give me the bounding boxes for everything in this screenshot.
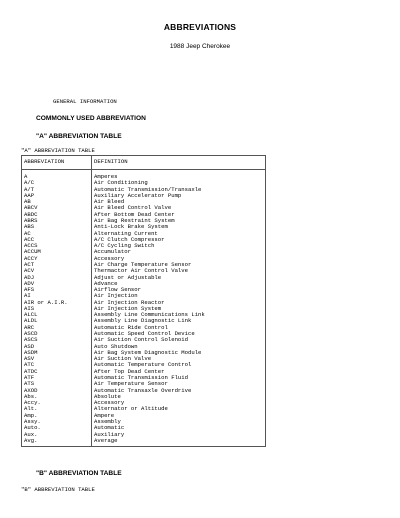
abbreviation-cell: ADJ — [22, 275, 92, 281]
definition-cell: Auxiliary — [92, 432, 266, 438]
definition-cell: A/C Cycling Switch — [92, 243, 266, 249]
table-a-caption: "A" ABBREVIATION TABLE — [21, 147, 95, 154]
abbreviation-cell: ASCS — [22, 337, 92, 343]
abbreviation-table-a — [21, 155, 266, 447]
definition-cell: A/C Clutch Compressor — [92, 237, 266, 243]
abbreviation-cell: AFS — [22, 287, 92, 293]
definition-cell: Air Injection — [92, 293, 266, 299]
definition-cell: Auxiliary Accelerator Pump — [92, 193, 266, 199]
abbreviation-cell: ASDM — [22, 350, 92, 356]
abbreviation-cell: ABDC — [22, 212, 92, 218]
abbreviation-cell: ASCD — [22, 331, 92, 337]
table-body — [22, 170, 266, 447]
definition-cell: Assembly — [92, 419, 266, 425]
abbreviation-cell: ARC — [22, 325, 92, 331]
table-header-row — [22, 156, 266, 170]
definition-cell: Automatic Transmission Fluid — [92, 375, 266, 381]
definition-cell: Air Bleed Control Valve — [92, 205, 266, 211]
definition-cell: Automatic — [92, 425, 266, 431]
abbreviation-cell: Aux. — [22, 432, 92, 438]
definition-cell: Adjust or Adjustable — [92, 275, 266, 281]
abbreviation-cell: ACCY — [22, 256, 92, 262]
abbreviation-cell: ACV — [22, 268, 92, 274]
abbreviation-cell: ACT — [22, 262, 92, 268]
definition-cell: Accessory — [92, 256, 266, 262]
definition-cell: Advance — [92, 281, 266, 287]
abbreviation-cell: ACCS — [22, 243, 92, 249]
definition-cell: Assembly Line Communications Link — [92, 312, 266, 318]
document-title: ABBREVIATIONS — [163, 22, 237, 32]
abbreviation-cell: A/T — [22, 187, 92, 193]
abbreviation-cell: ABCV — [22, 205, 92, 211]
document-subtitle: 1988 Jeep Cherokee — [169, 43, 231, 50]
abbreviation-cell: AAP — [22, 193, 92, 199]
definition-cell: Assembly Line Diagnostic Link — [92, 318, 266, 324]
section-heading: COMMONLY USED ABBREVIATION — [36, 115, 146, 122]
definition-cell: Air Suction Valve — [92, 356, 266, 362]
table-b-caption: "B" ABBREVIATION TABLE — [21, 486, 95, 493]
table-a-heading: "A" ABBREVIATION TABLE — [36, 133, 122, 140]
definition-cell: Automatic Transmission/Transaxle — [92, 187, 266, 193]
definition-cell: Air Temperature Sensor — [92, 381, 266, 387]
abbreviation-cell: Assy. — [22, 419, 92, 425]
abbreviation-cell: Accy. — [22, 400, 92, 406]
abbreviation-cell: Avg. — [22, 438, 92, 447]
column-header-abbreviation: ABBREVIATION — [22, 156, 92, 170]
definition-cell: Automatic Speed Control Device — [92, 331, 266, 337]
abbreviation-cell: AI — [22, 293, 92, 299]
definition-cell: Anti-Lock Brake System — [92, 224, 266, 230]
abbreviation-cell: AIS — [22, 306, 92, 312]
definition-cell: Thermactor Air Control Valve — [92, 268, 266, 274]
abbreviation-cell: ASV — [22, 356, 92, 362]
definition-cell: Accumulator — [92, 249, 266, 255]
definition-cell: Auto Shutdown — [92, 344, 266, 350]
column-header-definition: DEFINITION — [92, 156, 266, 170]
definition-cell: Alternator or Altitude — [92, 406, 266, 412]
abbreviation-cell: A/C — [22, 180, 92, 186]
abbreviation-cell: AB — [22, 199, 92, 205]
abbreviation-cell: ACC — [22, 237, 92, 243]
abbreviation-cell: A — [22, 170, 92, 181]
definition-cell: Air Conditioning — [92, 180, 266, 186]
definition-cell: Air Suction Control Solenoid — [92, 337, 266, 343]
abbreviation-cell: ATF — [22, 375, 92, 381]
definition-cell: Air Bag System Diagnostic Module — [92, 350, 266, 356]
abbreviation-cell: ASD — [22, 344, 92, 350]
definition-cell: Automatic Temperature Control — [92, 362, 266, 368]
abbreviation-cell: Auto. — [22, 425, 92, 431]
abbreviation-cell: AXOD — [22, 388, 92, 394]
definition-cell: Alternating Current — [92, 231, 266, 237]
abbreviation-cell: ATS — [22, 381, 92, 387]
abbreviation-cell: Alt. — [22, 406, 92, 412]
definition-cell: Absolute — [92, 394, 266, 400]
section-label: GENERAL INFORMATION — [53, 98, 117, 105]
definition-cell: Airflow Sensor — [92, 287, 266, 293]
abbreviation-cell: ABS — [22, 224, 92, 230]
abbreviation-cell: ABRS — [22, 218, 92, 224]
definition-cell: After Bottom Dead Center — [92, 212, 266, 218]
table-row — [22, 438, 266, 447]
abbreviation-cell: Abs. — [22, 394, 92, 400]
definition-cell: Ampere — [92, 413, 266, 419]
definition-cell: Air Injection Reactor — [92, 300, 266, 306]
abbreviation-cell: ATDC — [22, 369, 92, 375]
definition-cell: Automatic Transaxle Overdrive — [92, 388, 266, 394]
definition-cell: Air Injection System — [92, 306, 266, 312]
definition-cell: Automatic Ride Control — [92, 325, 266, 331]
abbreviation-cell: AC — [22, 231, 92, 237]
abbreviation-cell: ALCL — [22, 312, 92, 318]
abbreviation-cell: AIR or A.I.R. — [22, 300, 92, 306]
abbreviation-cell: Amp. — [22, 413, 92, 419]
definition-cell: Amperes — [92, 170, 266, 181]
definition-cell: Air Bleed — [92, 199, 266, 205]
definition-cell: Accessory — [92, 400, 266, 406]
abbreviation-cell: ACCUM — [22, 249, 92, 255]
table-b-heading: "B" ABBREVIATION TABLE — [36, 470, 122, 477]
definition-cell: After Top Dead Center — [92, 369, 266, 375]
definition-cell: Average — [92, 438, 266, 447]
definition-cell: Air Bag Restraint System — [92, 218, 266, 224]
abbreviation-cell: ATC — [22, 362, 92, 368]
definition-cell: Air Charge Temperature Sensor — [92, 262, 266, 268]
abbreviation-cell: ADV — [22, 281, 92, 287]
abbreviation-cell: ALDL — [22, 318, 92, 324]
